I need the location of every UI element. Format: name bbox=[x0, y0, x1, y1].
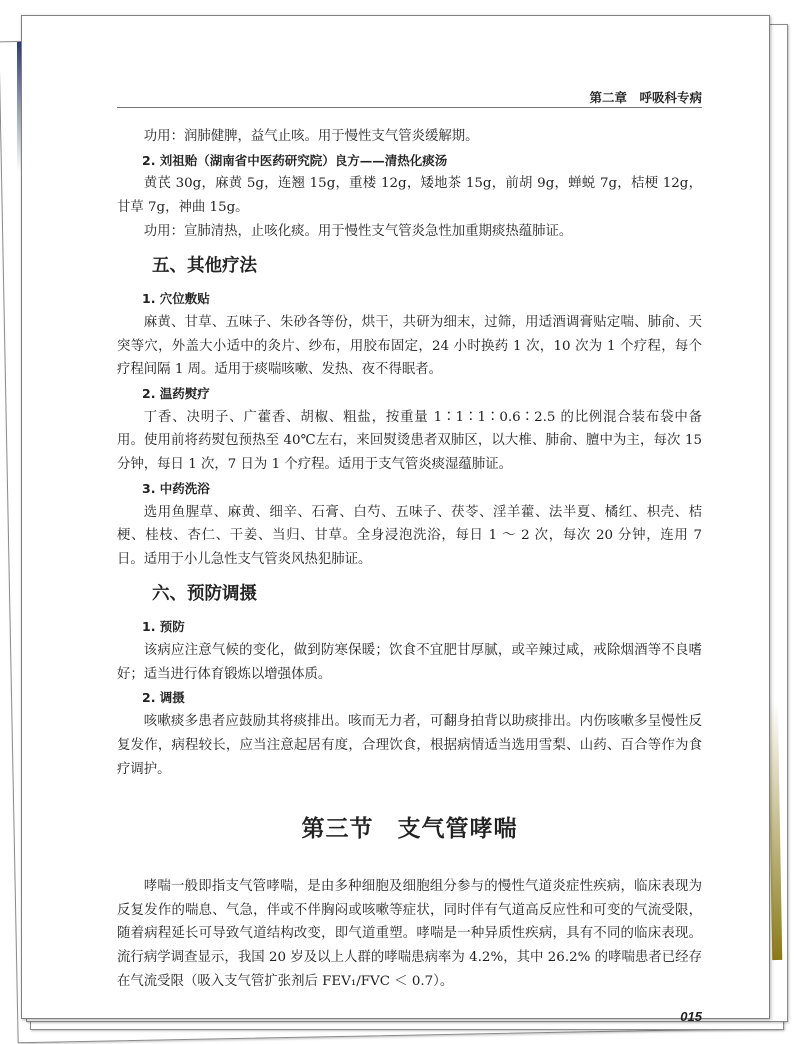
paragraph: 功用：润肺健脾，益气止咳。用于慢性支气管炎缓解期。 bbox=[143, 129, 479, 144]
page-content bbox=[117, 125, 702, 1026]
chapter-section-title: 第三节 支气管哮喘 bbox=[301, 815, 518, 843]
section-heading: 五、其他疗法 bbox=[152, 255, 257, 276]
subsection-heading: 3. 中药洗浴 bbox=[142, 480, 210, 496]
book-page bbox=[21, 15, 770, 1024]
paragraph: 该病应注意气候的变化，做到防寒保暖；饮食不宜肥甘厚腻，或辛辣过咸，戒除烟酒等不良嗜好；适当进行体育锻炼以增强体质。 bbox=[117, 643, 702, 682]
paragraph: 丁香、决明子、广藿香、胡椒、粗盐，按重量 1∶1∶1∶0.6∶2.5 的比例混合装布袋中备用。使用前将药熨包预热至 40℃左右，来回熨烫患者双肺区，以大椎、肺俞、膻中为主，每次 15 分钟，每日 1 次，7 日为 1 个疗程。适用于支气管炎痰湿蕴肺证。 bbox=[117, 409, 702, 473]
header-rule bbox=[117, 107, 702, 108]
subsection-heading: 2. 温药熨疗 bbox=[142, 386, 210, 402]
paragraph: 选用鱼腥草、麻黄、细辛、石膏、白芍、五味子、茯苓、淫羊藿、法半夏、橘红、枳壳、桔梗、桂枝、杏仁、干姜、当归、甘草。全身浸泡洗浴，每日 1 ～ 2 次，每次 20 分钟，连用 7 日。适用于小儿急性支气管炎风热犯肺证。 bbox=[117, 504, 702, 567]
subsection-heading: 1. 预防 bbox=[142, 619, 185, 635]
page-body bbox=[117, 125, 702, 994]
running-head: 第二章 呼吸科专病 bbox=[589, 90, 702, 105]
paragraph: 功用：宣肺清热，止咳化痰。用于慢性支气管炎急性加重期痰热蕴肺证。 bbox=[143, 223, 573, 239]
paragraph: 哮喘一般即指支气管哮喘，是由多种细胞及细胞组分参与的慢性气道炎症性疾病，临床表现为反复发作的喘息、气急，伴或不伴胸闷或咳嗽等症状，同时伴有气道高反应性和可变的气流受限，随着病程延长可导致气道结构改变，即气道重塑。哮喘是一种异质性疾病，具有不同的临床表现。流行病学调查显示，我国 20 岁及以上人群的哮喘患病率为 4.2%，其中 26.2% 的哮喘患者已经存在气流受限（吸入支气管扩张剂后 FEV₁/FVC ＜ 0.7）。 bbox=[117, 878, 702, 989]
paragraph: 黄芪 30g，麻黄 5g，连翘 15g，重楼 12g，矮地茶 15g，前胡 9g，蝉蜕 7g，桔梗 12g，甘草 7g，神曲 15g。 bbox=[117, 176, 702, 216]
subsection-heading: 2. 调摄 bbox=[142, 690, 185, 706]
section-heading: 六、预防调摄 bbox=[152, 583, 257, 604]
subsection-heading: 1. 穴位敷贴 bbox=[142, 291, 210, 307]
page-number: 015 bbox=[680, 1008, 702, 1024]
paragraph: 麻黄、甘草、五味子、朱砂各等份，烘干，共研为细末，过筛，用适酒调膏贴定喘、肺俞、天突等穴，外盖大小适中的灸片、纱布，用胶布固定，24 小时换药 1 次，10 次为 1 个疗程，每个疗程间隔 1 周。适用于痰喘咳嗽、发热、夜不得眠者。 bbox=[117, 314, 702, 378]
subsection-heading: 2. 刘祖贻（湖南省中医药研究院）良方——清热化痰汤 bbox=[142, 152, 448, 168]
paragraph: 咳嗽痰多患者应鼓励其将痰排出。咳而无力者，可翻身拍背以助痰排出。内伤咳嗽多呈慢性反复发作，病程较长，应当注意起居有度，合理饮食，根据病情适当选用雪梨、山药、百合等作为食疗调护。 bbox=[117, 714, 702, 777]
